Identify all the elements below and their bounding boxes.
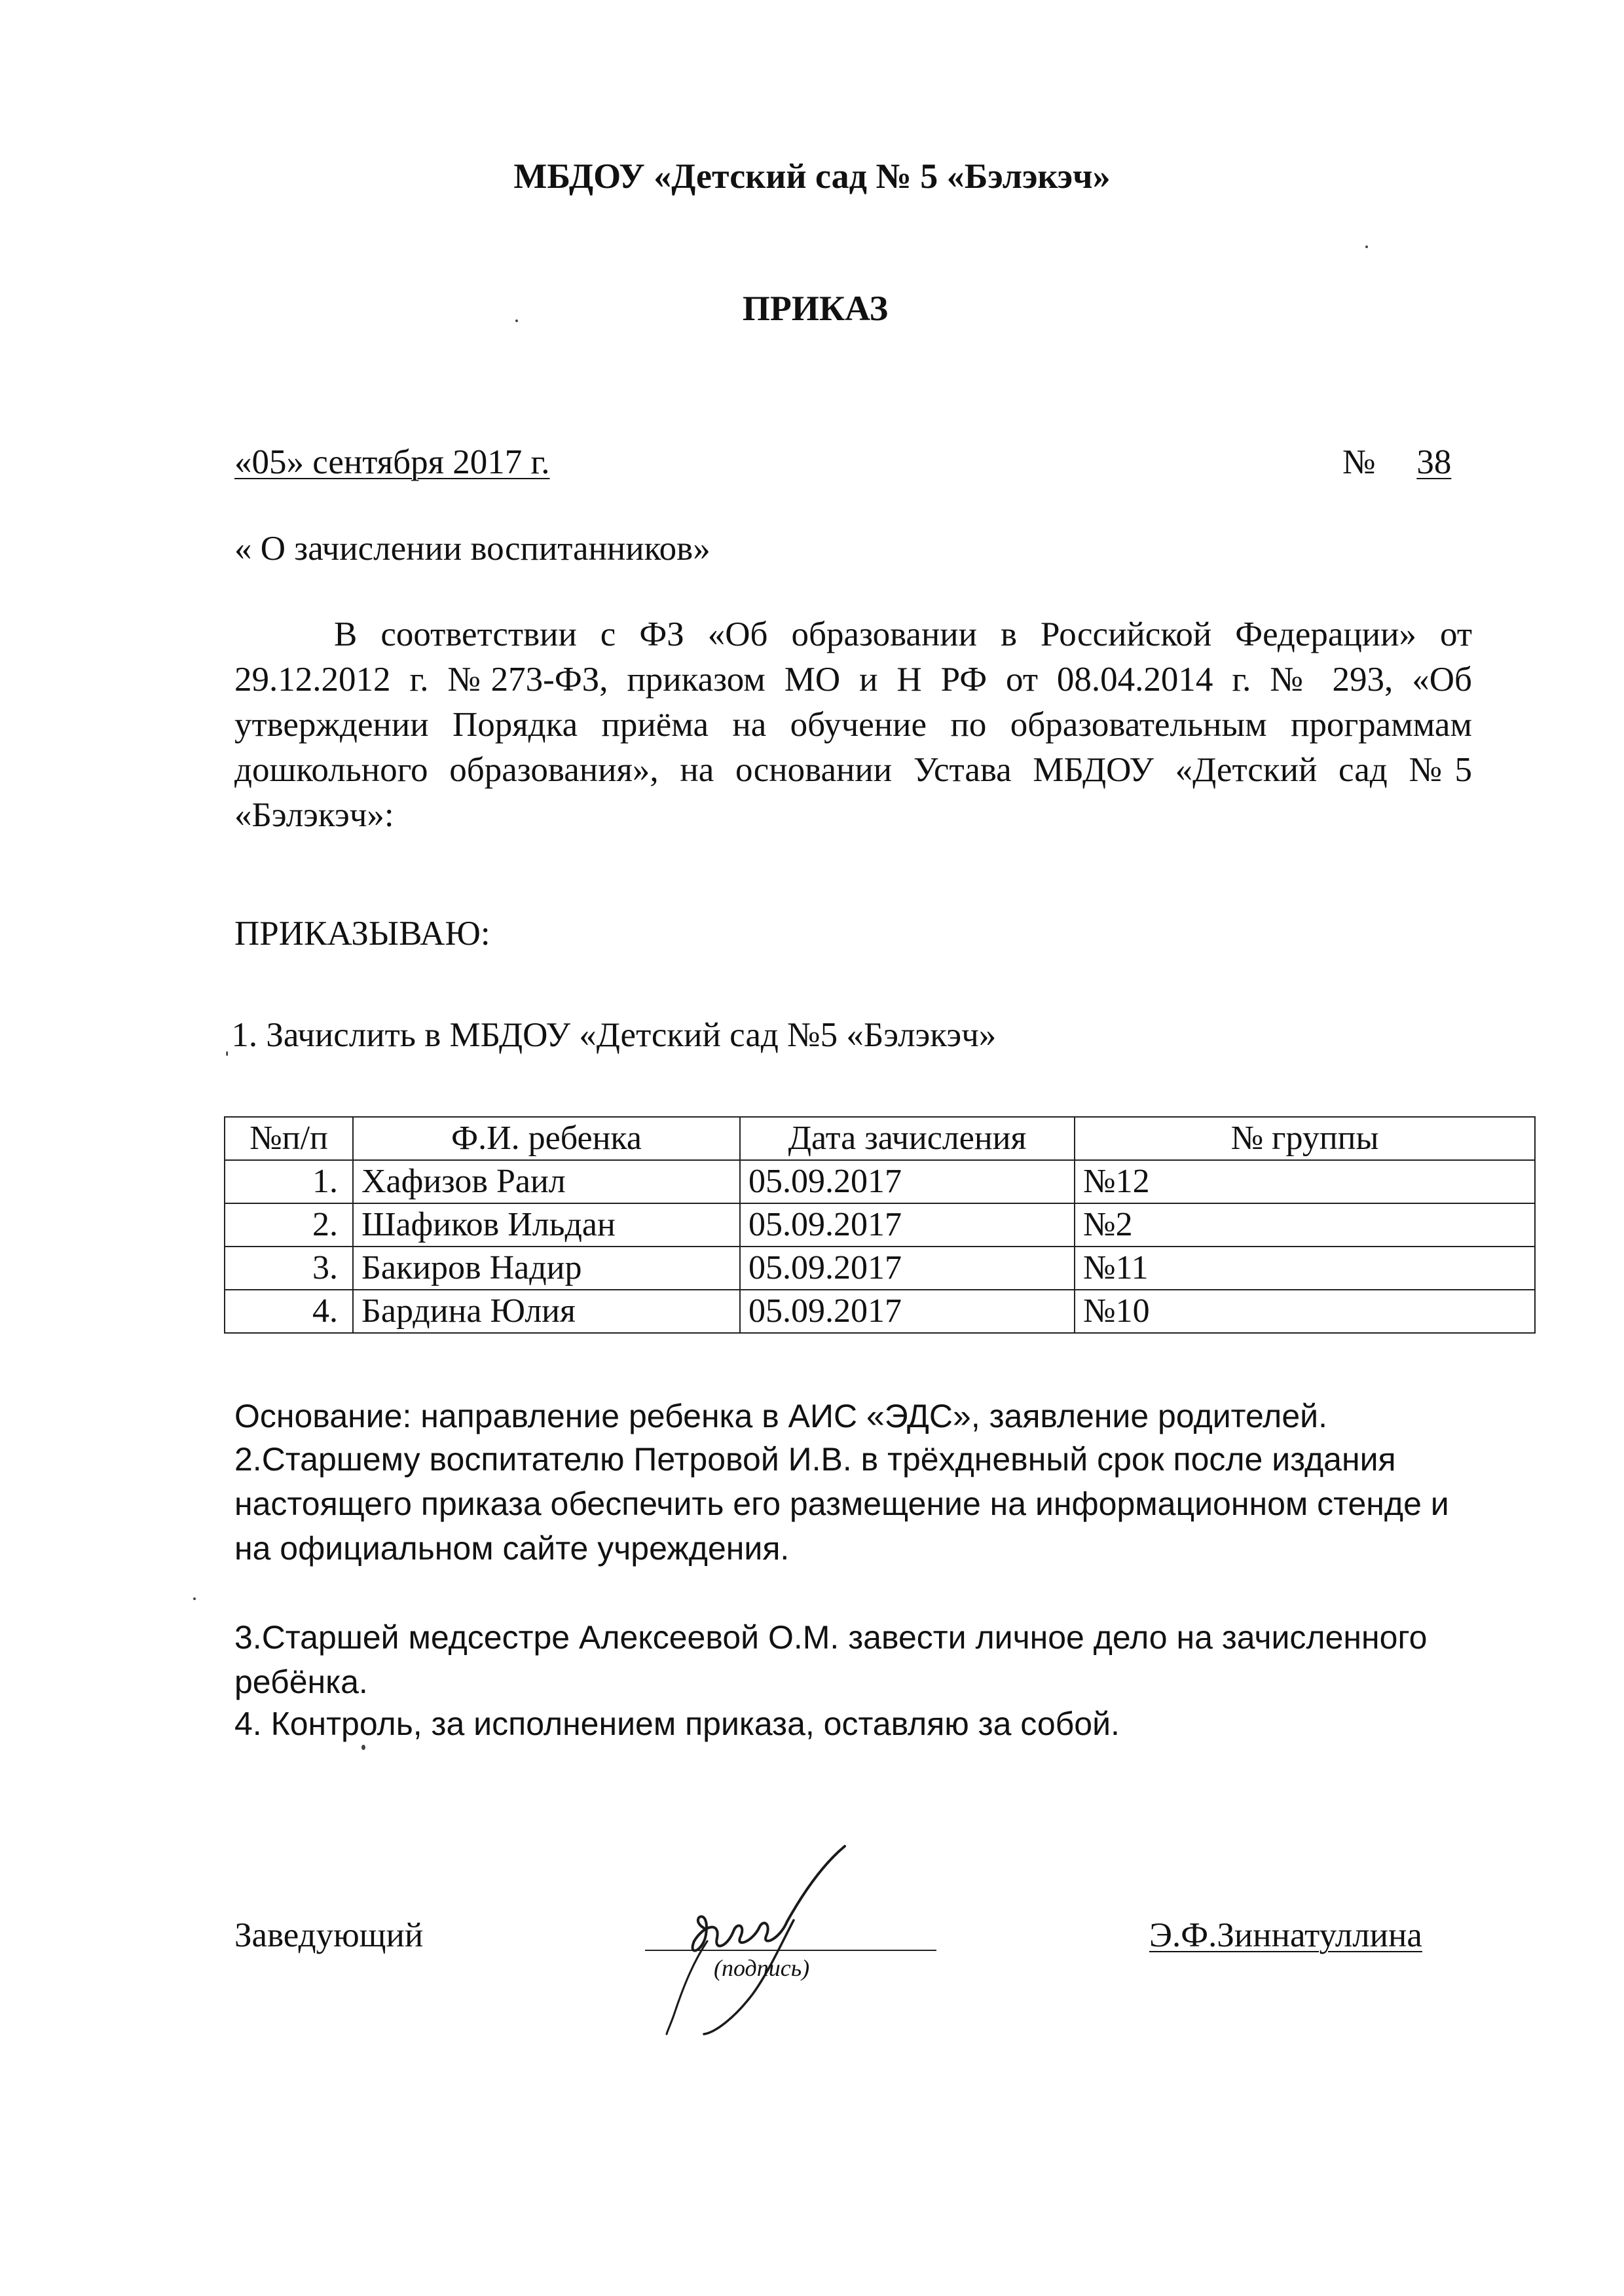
scan-speck <box>193 1597 196 1600</box>
signature-caption: (подпись) <box>714 1955 810 1981</box>
header-child-name: Ф.И. ребенка <box>353 1117 740 1160</box>
basis-line: Основание: направление ребенка в АИС «ЭДС», заявление родителей. <box>234 1398 1327 1434</box>
order-number-value: 38 <box>1416 443 1452 481</box>
row-group-number: №10 <box>1075 1290 1535 1333</box>
scan-mark: ˌ <box>223 1027 232 1056</box>
enrollment-table <box>224 1116 1536 1334</box>
scan-speck <box>1365 246 1368 248</box>
row-group-number: №2 <box>1075 1203 1535 1247</box>
table-row <box>225 1203 1535 1247</box>
row-child-name: Бакиров Надир <box>353 1247 740 1290</box>
item-2: 2.Старшему воспитателю Петровой И.В. в трёхдневный срок после издания настоящего приказа обеспечить его размещение на информационном стенде и на официальном сайте учреждения. <box>234 1441 1449 1567</box>
order-number-label: № <box>1342 443 1376 481</box>
row-enrollment-date: 05.09.2017 <box>740 1290 1075 1333</box>
scan-speck <box>361 1745 365 1750</box>
row-child-name: Шафиков Ильдан <box>353 1203 740 1247</box>
table-row <box>225 1290 1535 1333</box>
scan-speck <box>515 319 518 322</box>
row-number: 2. <box>225 1203 353 1247</box>
preamble-paragraph <box>234 612 1472 838</box>
row-group-number: №12 <box>1075 1160 1535 1203</box>
header-group-number: № группы <box>1075 1117 1535 1160</box>
header-enrollment-date: Дата зачисления <box>740 1117 1075 1160</box>
row-child-name: Бардина Юлия <box>353 1290 740 1333</box>
order-date: «05» сентября 2017 г. <box>234 443 550 481</box>
document-type-title: ПРИКАЗ <box>742 289 889 328</box>
order-subject: « О зачислении воспитанников» <box>234 530 710 568</box>
row-number: 3. <box>225 1247 353 1290</box>
item-3: 3.Старшей медсестре Алексеевой О.М. завести личное дело на зачисленного ребёнка. <box>234 1619 1428 1700</box>
table-header-row <box>225 1117 1535 1160</box>
row-group-number: №11 <box>1075 1247 1535 1290</box>
row-number: 1. <box>225 1160 353 1203</box>
item-4: 4. Контроль, за исполнением приказа, оставляю за собой. <box>234 1705 1120 1742</box>
item-1-text: 1. Зачислить в МБДОУ «Детский сад №5 «Бэлэкэч» <box>231 1016 997 1054</box>
row-enrollment-date: 05.09.2017 <box>740 1247 1075 1290</box>
table-row <box>225 1247 1535 1290</box>
row-number: 4. <box>225 1290 353 1333</box>
table-row <box>225 1160 1535 1203</box>
header-number: №п/п <box>225 1117 353 1160</box>
signatory-position: Заведующий <box>234 1916 424 1954</box>
item-1 <box>223 1018 996 1055</box>
order-number <box>1342 445 1473 480</box>
organization-title: МБДОУ «Детский сад № 5 «Бэлэкэч» <box>513 156 1111 196</box>
row-enrollment-date: 05.09.2017 <box>740 1203 1075 1247</box>
row-enrollment-date: 05.09.2017 <box>740 1160 1075 1203</box>
handwritten-signature-icon <box>648 1843 871 2039</box>
preamble-text: В соответствии с ФЗ «Об образовании в Российской Федерации» от 29.12.2012 г. №273-ФЗ, приказом МО и Н РФ от 08.04.2014 г. № 293, «Об утверждении Порядка приёма на обучение по образовательным программам дошкольного образования», на основании Устава МБДОУ «Детский сад №5 «Бэлэкэч»: <box>234 615 1472 834</box>
row-child-name: Хафизов Раил <box>353 1160 740 1203</box>
signatory-name: Э.Ф.Зиннатуллина <box>1149 1916 1422 1954</box>
order-word: ПРИКАЗЫВАЮ: <box>234 915 490 953</box>
